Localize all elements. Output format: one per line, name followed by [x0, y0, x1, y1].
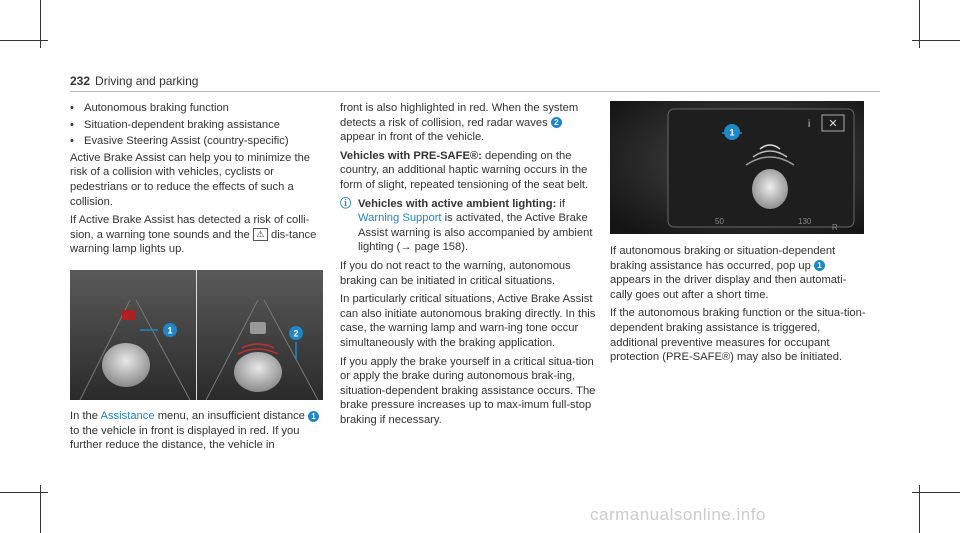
crop-mark: [0, 40, 48, 41]
paragraph: If Active Brake Assist has detected a risk of colli-sion, a warning tone sounds and the ⚠ dis-tance warning lamp lights up.: [70, 214, 317, 256]
svg-text:2: 2: [293, 328, 299, 339]
marker-1: 1: [308, 411, 319, 422]
info-icon: ⓘ: [340, 197, 352, 210]
own-vehicle: [102, 343, 150, 387]
paragraph: If autonomous braking or situation-dependent braking assistance has occurred, pop up 1 appears in the driver display and then automati-cally goes out after a short time.: [610, 245, 847, 301]
crop-mark: [912, 40, 960, 41]
crop-mark: [0, 492, 48, 493]
column-2: [340, 101, 598, 431]
warning-support-link[interactable]: Warning Support: [358, 212, 442, 225]
section-title: Driving and parking: [95, 74, 199, 88]
crop-mark: [912, 492, 960, 493]
speed-label: 50: [715, 217, 724, 226]
vehicle-symbol: [752, 169, 788, 209]
watermark: carmanualsonline.info: [590, 505, 766, 524]
column-1-continued: [70, 409, 328, 457]
gear-indicator: R: [832, 223, 838, 232]
marker-1: 1: [814, 260, 825, 271]
driver-display-illustration: [610, 101, 864, 234]
bullet-item: • Autonomous braking function: [70, 102, 229, 114]
close-icon: ✕: [828, 118, 838, 130]
presafe-heading: Vehicles with PRE-SAFE®:: [340, 149, 482, 162]
distance-warning-illustration: [70, 270, 323, 400]
svg-text:1: 1: [167, 325, 173, 336]
marker-2: 2: [551, 117, 562, 128]
svg-text:1: 1: [729, 127, 735, 138]
speed-label: 130: [798, 217, 812, 226]
page-header: [70, 74, 198, 88]
bullet-item: • Evasive Steering Assist (country-specific): [70, 135, 289, 148]
column-1: [70, 101, 328, 261]
note: ⓘ Vehicles with active ambient lighting: if Warning Support is activated, the Active Brake Assist warning is also accompanied by ambient lighting (→ page 158).: [340, 197, 593, 254]
paragraph: Vehicles with PRE-SAFE®: depending on the country, an additional haptic warning occurs in the form of slight, repeated tensioning of the seat belt.: [340, 149, 589, 191]
paragraph: In particularly critical situations, Active Brake Assist can also initiate autonomous braking directly. In this case, the warning lamp and warn-ing tone occur simultaneously with the braking application.: [340, 293, 596, 349]
vehicle-in-front-red: [122, 310, 136, 320]
header-rule: [70, 91, 880, 92]
paragraph: If you apply the brake yourself in a critical situa-tion or apply the brake during autonomous brak-ing, situation-dependent braking assistance occurs. The brake pressure increases up to max-imum full-stop braking if necessary.: [340, 355, 596, 426]
bullet-item: • Situation-dependent braking assistance: [70, 118, 280, 131]
paragraph: front is also highlighted in red. When the system detects a risk of collision, red radar waves 2 appear in front of the vehicle.: [340, 102, 579, 144]
info-icon: i: [808, 119, 811, 130]
page-number: 232: [70, 74, 91, 88]
column-3: [610, 244, 868, 369]
paragraph: If the autonomous braking function or the situa-tion-dependent braking assistance is triggered, additional preventive measures for occupant protection (PRE-SAFE®) may also be initiated.: [610, 307, 866, 364]
paragraph: Active Brake Assist can help you to minimize the risk of a collision with vehicles, cyclists or pedestrians or to reduce the effects of such a collision.: [70, 151, 311, 208]
paragraph: In the Assistance menu, an insufficient distance 1 to the vehicle in front is displayed in red. If you further reduce the distance, the vehicle in: [70, 409, 328, 453]
paragraph: If you do not react to the warning, autonomous braking can be initiated in critical situations.: [340, 259, 571, 287]
distance-warning-lamp-icon: ⚠: [253, 228, 268, 241]
assistance-menu-link[interactable]: Assistance: [100, 410, 155, 422]
vehicle-in-front: [250, 322, 266, 334]
